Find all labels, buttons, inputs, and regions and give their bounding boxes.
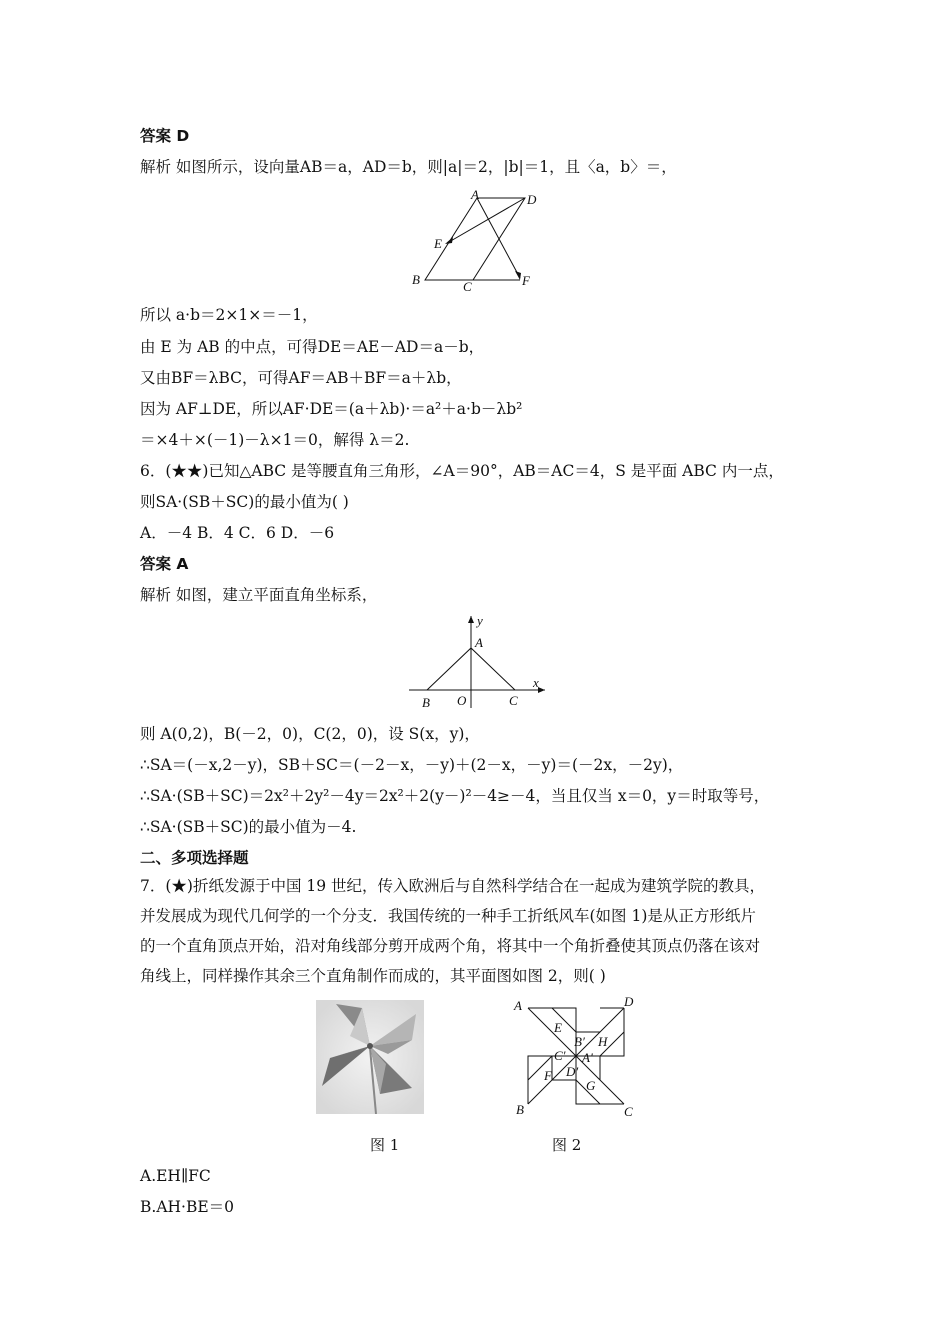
analysis-line-7: 解析 如图，建立平面直角坐标系， [140, 586, 378, 604]
analysis-line-6: ＝×4＋×(－1)－λ×1＝0，解得 λ＝2. [140, 431, 410, 449]
pinwheel-plan-figure [510, 994, 640, 1120]
answer-label-1: 答案 D [140, 127, 190, 145]
question-6-line-2: 则SA·(SB＋SC)的最小值为( ) [140, 493, 349, 511]
label-f: F [544, 1068, 552, 1083]
analysis-line-1: 解析 如图所示，设向量AB＝a，AD＝b，则|a|＝2，|b|＝1，且〈a，b〉＝， [140, 158, 677, 176]
option-b: B.AH·BE＝0 [140, 1198, 235, 1216]
label-b: B [422, 695, 430, 710]
pinwheel-photo [316, 1000, 424, 1114]
label-c: C [624, 1104, 633, 1119]
question-7-line-3: 的一个直角顶点开始，沿对角线部分剪开成两个角，将其中一个角折叠使其顶点仍落在该对 [140, 937, 761, 955]
analysis-line-8: 则 A(0,2)，B(－2，0)，C(2，0)，设 S(x，y)， [140, 725, 480, 743]
question-7-line-1: 7．(★)折纸发源于中国 19 世纪，传入欧洲后与自然科学结合在一起成为建筑学院的教具， [140, 877, 766, 895]
label-c: C [463, 279, 472, 292]
label-c-prime: C′ [554, 1048, 566, 1063]
label-g: G [586, 1078, 596, 1093]
label-a: A [475, 635, 483, 650]
label-h: H [598, 1034, 608, 1049]
coordinate-figure [405, 612, 555, 712]
label-e: E [554, 1020, 562, 1035]
section-heading: 二、多项选择题 [140, 849, 249, 867]
label-d-prime: D′ [566, 1064, 579, 1079]
segment-de [449, 198, 525, 242]
analysis-line-2: 所以 a·b＝2×1×＝－1， [140, 306, 318, 324]
analysis-line-4: 又由BF＝λBC，可得AF＝AB＋BF＝a＋λb， [140, 369, 462, 387]
label-o: O [457, 693, 467, 708]
caption-fig-1: 图 1 [370, 1136, 400, 1154]
analysis-line-9: ∴SA＝(－x,2－y)，SB＋SC＝(－2－x，－y)＋(2－x，－y)＝(－2x，－2y)， [140, 756, 684, 774]
label-b-prime: B′ [574, 1034, 585, 1049]
label-x: x [533, 675, 539, 690]
analysis-line-3: 由 E 为 AB 的中点，可得DE＝AE－AD＝a－b， [140, 338, 485, 356]
analysis-line-5: 因为 AF⊥DE，所以AF·DE＝(a＋λb)·＝a²＋a·b－λb² [140, 400, 523, 418]
label-b: B [412, 272, 420, 287]
label-e: E [434, 236, 442, 251]
question-7-line-4: 角线上，同样操作其余三个直角制作而成的，其平面图如图 2，则( ) [140, 967, 606, 985]
caption-fig-2: 图 2 [552, 1136, 582, 1154]
answer-label-2: 答案 A [140, 555, 189, 573]
segment-af [477, 198, 520, 278]
label-a-prime: A′ [582, 1050, 593, 1065]
parallelogram-figure [405, 186, 545, 292]
y-axis-arrow [468, 616, 474, 623]
option-a: A.EH∥FC [140, 1167, 211, 1185]
question-6-line-1: 6．(★★)已知△ABC 是等腰直角三角形，∠A＝90°，AB＝AC＝4，S 是平面 ABC 内一点， [140, 462, 784, 480]
label-d: D [527, 192, 537, 207]
label-a: A [514, 998, 522, 1013]
label-f: F [522, 273, 530, 288]
question-7-line-2: 并发展成为现代几何学的一个分支．我国传统的一种手工折纸风车(如图 1)是从正方形纸片 [140, 907, 756, 925]
analysis-line-10: ∴SA·(SB＋SC)＝2x²＋2y²－4y＝2x²＋2(y－)²－4≥－4，当且仅当 x＝0，y＝时取等号， [140, 787, 770, 805]
question-6-options: A．－4 B．4 C．6 D．－6 [140, 524, 335, 542]
label-b: B [516, 1102, 524, 1117]
label-y: y [477, 613, 483, 628]
analysis-line-11: ∴SA·(SB＋SC)的最小值为－4. [140, 818, 357, 836]
label-a: A [471, 187, 479, 202]
label-c: C [509, 693, 518, 708]
x-axis-arrow [538, 687, 545, 693]
label-d: D [624, 994, 634, 1009]
arrow-f [515, 271, 521, 280]
